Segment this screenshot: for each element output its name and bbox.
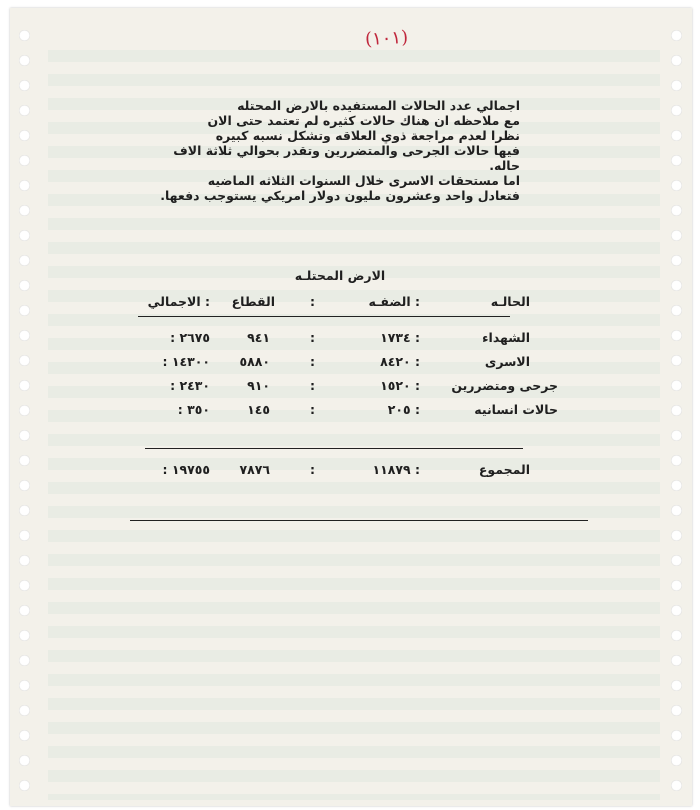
cell-case: الشهداء — [482, 330, 530, 345]
table-row — [130, 354, 530, 372]
header-total: : الاجمالي — [147, 294, 210, 309]
feed-hole — [19, 430, 30, 441]
feed-hole — [671, 380, 682, 391]
cell-separator: : — [310, 354, 315, 369]
tractor-feed-holes-left — [18, 8, 32, 806]
feed-hole — [671, 705, 682, 716]
feed-hole — [19, 80, 30, 91]
cell-case: حالات انسانيه — [474, 402, 558, 417]
cell-separator: : — [310, 378, 315, 393]
feed-hole — [19, 230, 30, 241]
feed-hole — [19, 480, 30, 491]
paragraph-line: مع ملاحظه ان هناك حالات كثيره لم تعتمد حتى الان — [207, 113, 520, 128]
header-gaza: القطاع — [231, 294, 275, 309]
totals-rule — [145, 448, 523, 449]
feed-hole — [19, 405, 30, 416]
header-separator: : — [310, 294, 315, 309]
feed-hole — [671, 755, 682, 766]
cell-total: ١٤٣٠٠ : — [162, 354, 210, 369]
feed-hole — [671, 405, 682, 416]
paragraph-line: حاله. — [489, 158, 520, 173]
feed-hole — [19, 205, 30, 216]
feed-hole — [671, 55, 682, 66]
feed-hole — [671, 305, 682, 316]
page-number: (١٠١) — [364, 26, 409, 51]
feed-hole — [671, 180, 682, 191]
feed-hole — [19, 605, 30, 616]
feed-hole — [671, 455, 682, 466]
cell-separator: : — [310, 330, 315, 345]
total-case: المجموع — [478, 462, 530, 477]
cell-case: الاسرى — [484, 354, 530, 369]
paragraph-line: نظرا لعدم مراجعة ذوي العلاقه وتشكل نسبه كبيره — [215, 128, 520, 143]
feed-hole — [19, 130, 30, 141]
table-row — [130, 402, 558, 420]
cell-case: جرحى ومتضررين — [451, 378, 558, 393]
total-grand: ١٩٧٥٥ : — [162, 462, 210, 477]
summary-paragraph — [100, 98, 520, 203]
paragraph-line: فيها حالات الجرحى والمتضررين وتقدر بحوالي ثلاثة الاف — [173, 143, 520, 158]
feed-hole — [671, 155, 682, 166]
feed-hole — [671, 105, 682, 116]
feed-hole — [19, 55, 30, 66]
cell-total: ٣٥٠ : — [177, 402, 210, 417]
total-west-bank: : ١١٨٧٩ — [372, 462, 420, 477]
feed-hole — [671, 605, 682, 616]
totals-row — [130, 462, 530, 480]
feed-hole — [19, 280, 30, 291]
feed-hole — [671, 230, 682, 241]
feed-hole — [19, 355, 30, 366]
feed-hole — [671, 555, 682, 566]
feed-hole — [671, 355, 682, 366]
feed-hole — [19, 380, 30, 391]
feed-hole — [19, 455, 30, 466]
cell-gaza: ١٤٥ — [247, 402, 270, 417]
feed-hole — [671, 205, 682, 216]
feed-hole — [19, 505, 30, 516]
cell-gaza: ٩٤١ — [247, 330, 270, 345]
feed-hole — [19, 655, 30, 666]
feed-hole — [19, 780, 30, 791]
feed-hole — [671, 480, 682, 491]
cell-west-bank: : ٨٤٢٠ — [380, 354, 420, 369]
paragraph-line: اما مستحقات الاسرى خلال السنوات الثلاثه الماضيه — [207, 173, 520, 188]
table-title: الارض المحتلـه — [294, 268, 386, 283]
cell-separator: : — [310, 402, 315, 417]
feed-hole — [19, 330, 30, 341]
paragraph-line: فتعادل واحد وعشرون مليون دولار امريكي يستوجب دفعها. — [160, 188, 520, 203]
feed-hole — [19, 705, 30, 716]
feed-hole — [19, 305, 30, 316]
feed-hole — [671, 680, 682, 691]
feed-hole — [19, 180, 30, 191]
feed-hole — [19, 555, 30, 566]
table-row — [130, 378, 558, 396]
header-rule — [138, 316, 510, 317]
cell-gaza: ٩١٠ — [247, 378, 270, 393]
header-case: الحالـه — [490, 294, 530, 309]
closing-rule — [130, 520, 588, 521]
cell-total: ٢٦٧٥ : — [170, 330, 210, 345]
total-gaza: ٧٨٧٦ — [239, 462, 270, 477]
table-row — [130, 330, 530, 348]
feed-hole — [671, 730, 682, 741]
feed-hole — [671, 655, 682, 666]
feed-hole — [671, 780, 682, 791]
total-separator: : — [310, 462, 315, 477]
feed-hole — [671, 30, 682, 41]
feed-hole — [19, 730, 30, 741]
feed-hole — [19, 255, 30, 266]
feed-hole — [671, 505, 682, 516]
feed-hole — [671, 130, 682, 141]
feed-hole — [19, 30, 30, 41]
cell-gaza: ٥٨٨٠ — [239, 354, 270, 369]
feed-hole — [19, 680, 30, 691]
paragraph-line: اجمالي عدد الحالات المستفيده بالارض المحتله — [237, 98, 520, 113]
header-west-bank: : الضفـه — [368, 294, 420, 309]
feed-hole — [671, 530, 682, 541]
cell-west-bank: : ٢٠٥ — [387, 402, 420, 417]
feed-hole — [671, 80, 682, 91]
feed-hole — [671, 330, 682, 341]
table-header-row — [130, 294, 530, 312]
feed-hole — [671, 255, 682, 266]
feed-hole — [671, 630, 682, 641]
cell-west-bank: : ١٧٣٤ — [380, 330, 420, 345]
cell-west-bank: : ١٥٢٠ — [380, 378, 420, 393]
feed-hole — [19, 755, 30, 766]
cell-total: ٢٤٣٠ : — [170, 378, 210, 393]
feed-hole — [19, 530, 30, 541]
feed-hole — [19, 580, 30, 591]
feed-hole — [19, 105, 30, 116]
feed-hole — [671, 280, 682, 291]
feed-hole — [671, 580, 682, 591]
feed-hole — [19, 630, 30, 641]
feed-hole — [19, 155, 30, 166]
tractor-feed-holes-right — [670, 8, 684, 806]
feed-hole — [671, 430, 682, 441]
